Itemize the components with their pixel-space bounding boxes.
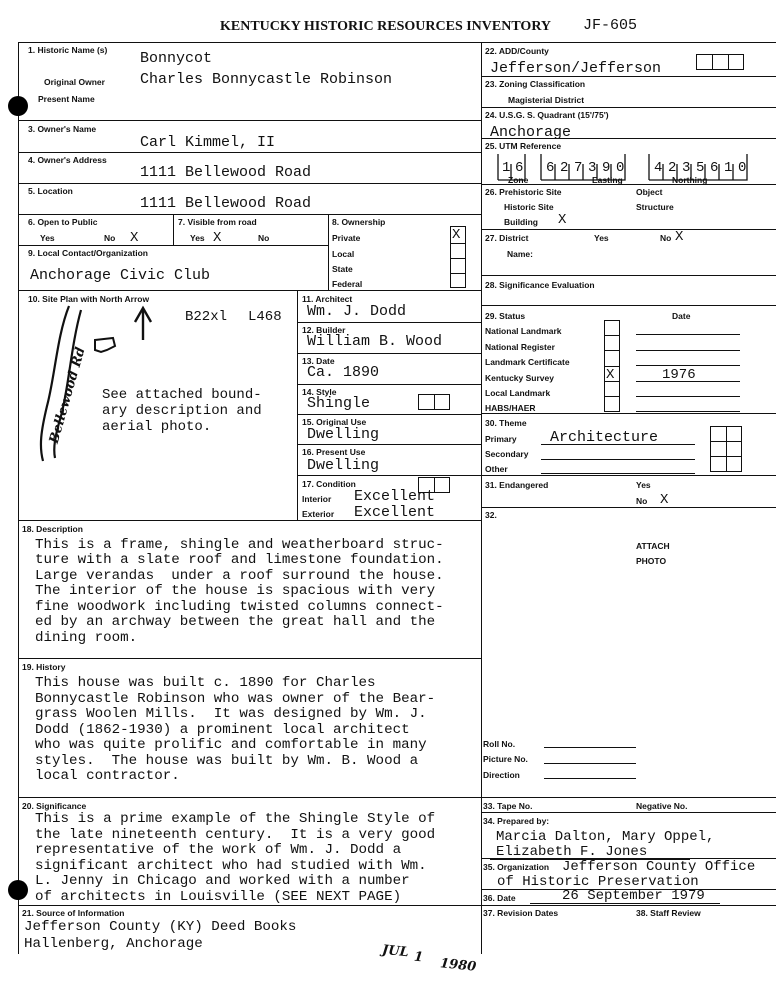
theme-secondary-label: Secondary (485, 449, 529, 459)
utm-zone-2: 6 (515, 160, 524, 176)
field-28-label: 28. Significance Evaluation (485, 280, 595, 290)
magisterial-district: Magisterial District (508, 95, 585, 105)
field-14-label: 14. Style (302, 387, 337, 397)
add-county: Jefferson/Jefferson (490, 60, 662, 77)
roll-label: Roll No. (483, 739, 516, 749)
field-37-label: 37. Revision Dates (483, 908, 559, 918)
utm-northing-label: Northing (672, 175, 708, 185)
prepared-by-2: Elizabeth F. Jones (496, 844, 648, 860)
historic-site-label: Historic Site (504, 202, 554, 212)
utm-northing-2: 2 (668, 160, 677, 176)
original-owner: Charles Bonnycastle Robinson (140, 71, 393, 88)
theme-primary: Architecture (550, 429, 659, 446)
kentucky-survey-date: 1976 (662, 367, 696, 383)
significance-line-1: This is a prime example of the Shingle Style of (35, 811, 436, 827)
original-owner-label: Original Owner (44, 77, 105, 87)
field-1-label: 1. Historic Name (s) (28, 45, 108, 55)
field-25-label: 25. UTM Reference (485, 141, 562, 151)
open-no-mark: X (130, 230, 139, 246)
field-24-label: 24. U.S.G. S. Quadrant (15'/75') (485, 110, 609, 120)
utm-easting-2: 2 (560, 160, 569, 176)
field-27-label: 27. District (485, 233, 529, 243)
field-21-label: 21. Source of Information (22, 908, 125, 918)
stamp-year: 1980 (439, 956, 477, 975)
status-landmark-certificate: Landmark Certificate (485, 357, 570, 367)
utm-easting-6: 0 (616, 160, 625, 176)
stamp-day: 1 (413, 949, 424, 966)
utm-northing-6: 1 (724, 160, 733, 176)
utm-northing-3: 3 (682, 160, 691, 176)
building-mark: X (558, 212, 567, 228)
ownership-private: Private (332, 233, 361, 243)
location: 1111 Bellewood Road (140, 195, 312, 212)
object-label: Object (636, 187, 663, 197)
map-ref-2: L468 (248, 309, 282, 325)
field-11-label: 11. Architect (302, 294, 353, 304)
status-local-landmark: Local Landmark (485, 388, 551, 398)
history-line-5: who was quite prolific and comfortable in many (35, 737, 427, 753)
significance-line-2: the late nineteenth century. It is a very good (35, 827, 436, 843)
picture-label: Picture No. (483, 754, 528, 764)
field-5-label: 5. Location (28, 186, 73, 196)
builder: William B. Wood (307, 333, 443, 350)
field-15-label: 15. Original Use (302, 417, 367, 427)
field-8-label: 8. Ownership (332, 217, 386, 227)
utm-easting-4: 3 (588, 160, 597, 176)
description-line-5: fine woodwork including twisted columns connect- (35, 599, 444, 615)
utm-northing-7: 0 (738, 160, 747, 176)
map-ref-1: B22xl (185, 309, 228, 325)
organization-1: Jefferson County Office (562, 859, 756, 875)
date-built: Ca. 1890 (307, 364, 380, 381)
county-boxes (696, 54, 744, 70)
exterior-label: Exterior (302, 509, 335, 519)
open-yes: Yes (40, 233, 55, 243)
field-12-label: 12. Builder (302, 325, 346, 335)
district-name-label: Name: (507, 249, 533, 259)
form-code: JF-605 (583, 17, 638, 34)
field-7-label: 7. Visible from road (178, 217, 257, 227)
form-title: KENTUCKY HISTORIC RESOURCES INVENTORY (220, 19, 552, 34)
present-name-label: Present Name (38, 94, 95, 104)
building-label: Building (504, 217, 538, 227)
field-23-label: 23. Zoning Classification (485, 79, 586, 89)
significance-line-5: L. Jenny in Chicago and worked with a number (35, 873, 410, 889)
field-30-label: 30. Theme (485, 418, 527, 428)
local-contact: Anchorage Civic Club (30, 267, 211, 284)
site-plan-note-2: ary description and (102, 403, 262, 419)
status-national-register: National Register (485, 342, 555, 352)
attach-label: ATTACH (636, 541, 670, 551)
kentucky-survey-mark: X (606, 367, 615, 383)
ownership-federal: Federal (332, 279, 363, 289)
field-35-label: 35. Organization (483, 862, 550, 872)
photo-label: PHOTO (636, 556, 667, 566)
field-29-label: 29. Status (485, 311, 526, 321)
status-habs-haer: HABS/HAER (485, 403, 536, 413)
open-no: No (104, 233, 116, 243)
field-6-label: 6. Open to Public (28, 217, 98, 227)
exterior-condition: Excellent (354, 504, 436, 521)
history-line-3: grass Woolen Mills. It was designed by Wm. J. (35, 706, 427, 722)
punch-hole-dot (8, 96, 28, 116)
utm-easting-5: 9 (602, 160, 611, 176)
significance-line-6: of architects in Louisville (SEE NEXT PAGE) (35, 889, 402, 905)
prep-date: 26 September 1979 (562, 888, 705, 904)
utm-northing-5: 6 (710, 160, 719, 176)
present-use: Dwelling (307, 457, 380, 474)
source-line-2: Hallenberg, Anchorage (24, 936, 203, 952)
significance-line-4: significant architect who had studied with Wm. (35, 858, 427, 874)
field-26-label: 26. Prehistoric Site (485, 187, 562, 197)
road-label: Bellewood Rd (46, 345, 89, 446)
field-20-label: 20. Significance (22, 801, 87, 811)
utm-zone-label: Zone (508, 175, 529, 185)
visible-yes: Yes (190, 233, 205, 243)
utm-northing-4: 5 (696, 160, 705, 176)
visible-no: No (258, 233, 270, 243)
site-plan-note-3: aerial photo. (102, 419, 212, 435)
description-line-3: Large verandas under a roof surround the house. (35, 568, 444, 584)
significance-line-3: representative of the work of Wm. J. Dodd a (35, 842, 402, 858)
interior-label: Interior (302, 494, 332, 504)
district-no-mark: X (675, 229, 684, 245)
description-line-4: The interior of the house is spacious with very (35, 583, 436, 599)
utm-northing-1: 4 (654, 160, 663, 176)
field-3-label: 3. Owner's Name (28, 124, 97, 134)
historic-name: Bonnycot (140, 50, 213, 67)
status-date-label: Date (672, 311, 691, 321)
endangered-yes: Yes (636, 480, 651, 490)
original-use: Dwelling (307, 426, 380, 443)
field-13-label: 13. Date (302, 356, 335, 366)
status-kentucky-survey: Kentucky Survey (485, 373, 554, 383)
ownership-state: State (332, 264, 353, 274)
field-33-label: 33. Tape No. (483, 801, 533, 811)
ownership-local: Local (332, 249, 355, 259)
theme-other-label: Other (485, 464, 508, 474)
prepared-by-1: Marcia Dalton, Mary Oppel, (496, 829, 715, 845)
status-national-landmark: National Landmark (485, 326, 562, 336)
field-17-label: 17. Condition (302, 479, 356, 489)
owner-address: 1111 Bellewood Road (140, 164, 312, 181)
interior-condition: Excellent (354, 488, 436, 505)
district-no: No (660, 233, 672, 243)
field-38-label: 38. Staff Review (636, 908, 701, 918)
endangered-no: No (636, 496, 648, 506)
utm-easting-3: 7 (574, 160, 583, 176)
field-36-label: 36. Date (483, 893, 516, 903)
ownership-private-mark: X (452, 227, 461, 243)
utm-easting-1: 6 (546, 160, 555, 176)
field-18-label: 18. Description (22, 524, 83, 534)
punch-hole-dot-2 (8, 880, 28, 900)
direction-label: Direction (483, 770, 520, 780)
style: Shingle (307, 395, 371, 412)
source-line-1: Jefferson County (KY) Deed Books (24, 919, 297, 935)
organization-2: of Historic Preservation (497, 874, 699, 890)
history-line-4: Dodd (1862-1930) a prominent local architect (35, 722, 410, 738)
theme-primary-label: Primary (485, 434, 517, 444)
field-31-label: 31. Endangered (485, 480, 549, 490)
field-19-label: 19. History (22, 662, 66, 672)
endangered-no-mark: X (660, 492, 669, 508)
description-line-1: This is a frame, shingle and weatherboard struc- (35, 537, 444, 553)
site-plan-note-1: See attached bound- (102, 387, 262, 403)
field-16-label: 16. Present Use (302, 447, 366, 457)
history-line-6: styles. The house was built by Wm. B. Wood a (35, 753, 419, 769)
history-line-7: local contractor. (35, 768, 180, 784)
district-yes: Yes (594, 233, 609, 243)
usgs-quadrant: Anchorage (490, 124, 572, 141)
history-line-2: Bonnycastle Robinson who was owner of the Bear- (35, 691, 436, 707)
utm-easting-label: Easting (592, 175, 623, 185)
history-line-1: This house was built c. 1890 for Charles (35, 675, 376, 691)
visible-yes-mark: X (213, 230, 222, 246)
field-10-label: 10. Site Plan with North Arrow (28, 294, 150, 304)
stamp-month: JUL (381, 942, 410, 961)
field-9-label: 9. Local Contact/Organization (28, 248, 148, 258)
field-4-label: 4. Owner's Address (28, 155, 107, 165)
description-line-6: ed by an archway between the great hall and the (35, 614, 436, 630)
description-line-2: ture with a slate roof and limestone foundation. (35, 552, 444, 568)
field-22-label: 22. ADD/County (485, 46, 549, 56)
description-line-7: dining room. (35, 630, 138, 646)
negative-label: Negative No. (636, 801, 688, 811)
utm-zone-1: 1 (502, 160, 511, 176)
field-32-label: 32. (485, 510, 497, 520)
field-34-label: 34. Prepared by: (483, 816, 550, 826)
architect: Wm. J. Dodd (307, 303, 407, 320)
structure-label: Structure (636, 202, 674, 212)
owner-name: Carl Kimmel, II (140, 134, 276, 151)
